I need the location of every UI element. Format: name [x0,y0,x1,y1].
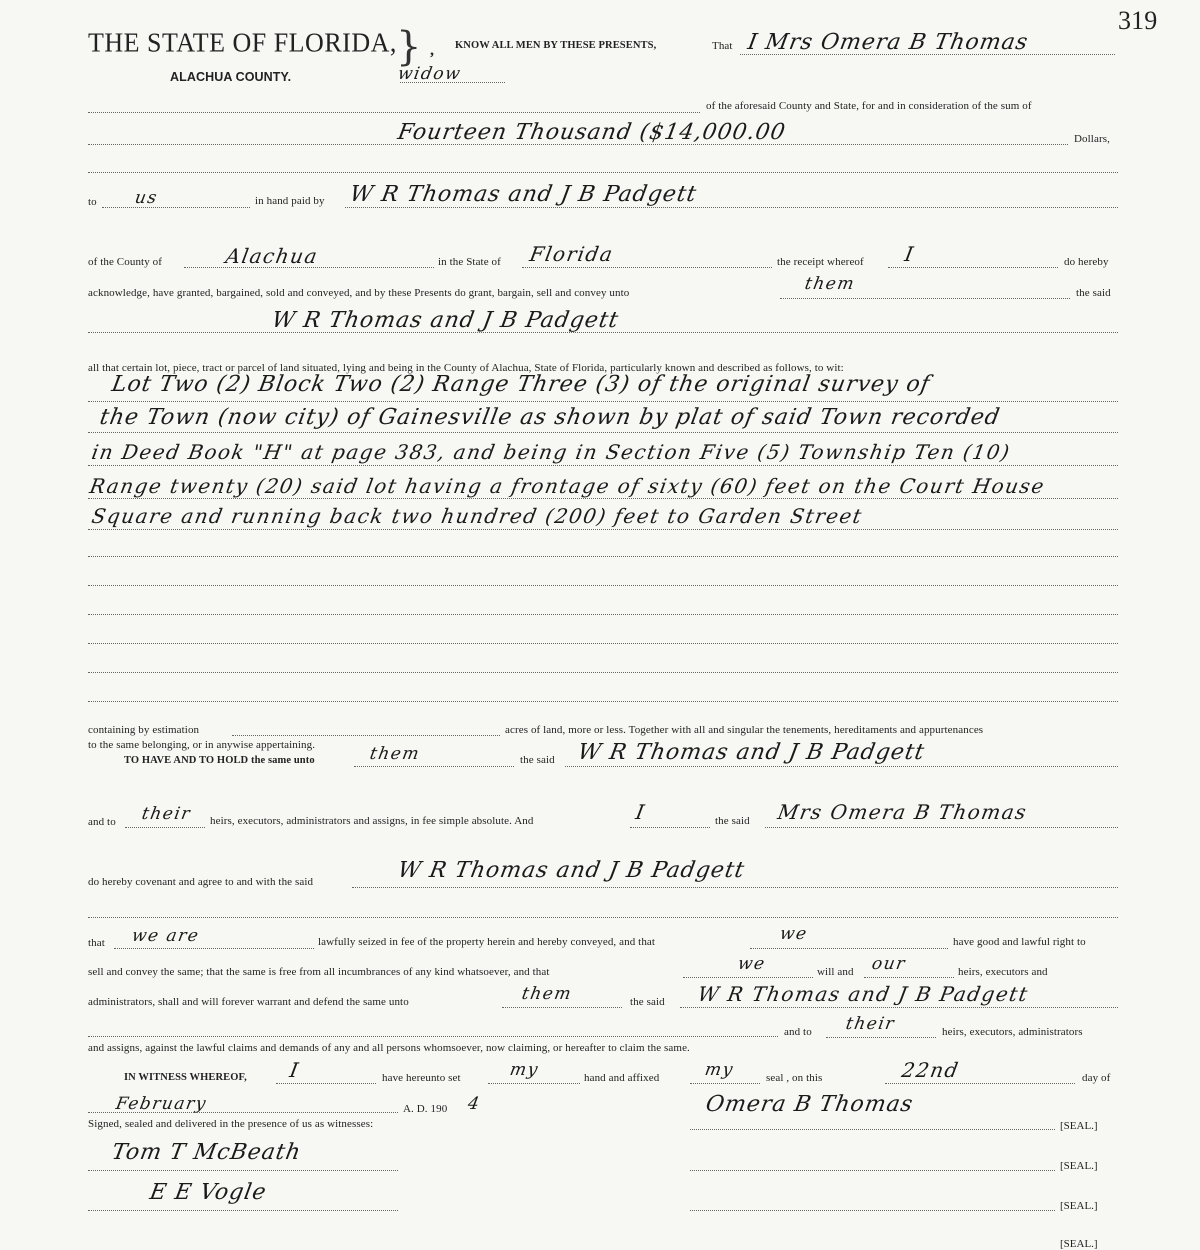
covenant-text: do hereby covenant and agree to and with the said [88,876,314,888]
witness-line [88,1210,398,1211]
and-said-value: Mrs Omera B Thomas [775,800,1030,824]
to-have-label: TO HAVE AND TO HOLD the same unto [124,755,315,766]
line [780,298,1070,299]
seal-3: [SEAL.] [1060,1200,1098,1212]
brace-icon: } [396,24,422,70]
receipt-value: I [902,242,917,266]
line [88,556,1118,557]
line [683,977,813,978]
description-line-4: Range twenty (20) said lot having a frontage of sixty (60) feet on the Court House [87,474,1048,498]
will-value: we [736,954,768,974]
line [888,267,1058,268]
to-value: us [133,188,160,208]
covenant-value: W R Thomas and J B Padgett [395,858,747,883]
will-and-value: our [870,954,908,974]
line [400,82,505,83]
line [125,827,205,828]
witness-2-signature: E E Vogle [147,1180,269,1205]
line [826,1037,936,1038]
line [522,267,772,268]
line [88,498,1118,499]
widow-note: widow [396,64,463,84]
line [740,54,1115,55]
heirs-exec-text: heirs, executors, administrators and assigns, in fee simple absolute. And [210,815,534,827]
line [352,887,1118,888]
seal-on-text: seal , on this [766,1072,823,1084]
grantor-signature: Omera B Thomas [703,1092,916,1117]
and-to-label: and to [88,816,116,828]
hand-affixed-text: hand and affixed [584,1072,660,1084]
receipt-label: the receipt whereof [777,256,864,268]
line [88,643,1118,644]
line [488,1083,580,1084]
defend-unto-value: them [520,984,574,1004]
ad-label: A. D. 190 [403,1103,448,1115]
hold-unto-value: them [368,744,422,764]
line [765,827,1118,828]
state-of-label: in the State of [438,256,501,268]
containing-label: containing by estimation [88,724,200,736]
that-label-2: that [88,937,105,949]
acknowledge-text: acknowledge, have granted, bargained, sold and conveyed, and by these Presents do grant, bargain, sell and convey unto [88,287,630,299]
hold-said-value: W R Thomas and J B Padgett [575,740,927,765]
description-line-1: Lot Two (2) Block Two (2) Range Three (3) of the original survey of [109,372,933,397]
the-said-3: the said [715,815,750,827]
line [88,1112,398,1113]
line [345,207,1118,208]
header-comma: , [430,42,435,59]
witness-1-signature: Tom T McBeath [109,1140,304,1165]
paid-by-value: W R Thomas and J B Padgett [347,182,699,207]
line [114,948,314,949]
and-assigns-text: and assigns, against the lawful claims and demands of any and all persons whomsoever, now claiming, or hereafter to claim the same. [88,1042,690,1054]
signature-line [690,1129,1055,1130]
signature-line [690,1210,1055,1211]
line [88,529,1118,530]
line [864,977,954,978]
have-good-text: have good and lawful right to [953,936,1086,948]
line [88,172,1118,173]
the-said-label: the said [1076,287,1111,299]
set-my-value: my [508,1060,541,1080]
line [88,112,700,113]
line [565,766,1118,767]
sum-words: Fourteen Thousand ($14,000.00 [395,120,788,145]
the-said-2: the said [520,754,555,766]
paid-by-label: in hand paid by [255,195,325,207]
line [88,672,1118,673]
acres-text: acres of land, more or less. Together with all and singular the tenements, hereditaments and appurtenances [505,724,984,736]
to-label: to [88,196,97,208]
line [88,585,1118,586]
line [885,1083,1075,1084]
line [88,701,1118,702]
line [88,1036,778,1037]
description-line-5: Square and running back two hundred (200) feet to Garden Street [89,504,865,528]
line [88,332,1118,333]
and-i-value: I [633,800,648,824]
line [680,1007,1118,1008]
state-value: Florida [527,242,616,266]
heirs-exec-3: heirs, executors, administrators [942,1026,1083,1038]
line [690,1083,760,1084]
line [354,766,514,767]
witness-i-value: I [287,1058,302,1082]
signed-sealed-text: Signed, sealed and delivered in the presence of us as witnesses: [88,1118,374,1130]
signature-line [690,1170,1055,1171]
grantor-name: I Mrs Omera B Thomas [745,30,1031,55]
state-title: THE STATE OF FLORIDA, [88,27,397,58]
and-to-value: their [140,804,193,824]
line [502,1007,622,1008]
county-title: ALACHUA COUNTY. [170,70,292,84]
and-to-2: and to [784,1026,812,1038]
county-value: Alachua [223,244,321,268]
page-number: 319 [1118,6,1158,35]
line [232,735,500,736]
line [88,144,1068,145]
line [276,1083,376,1084]
heirs-exec-2: heirs, executors and [958,966,1048,978]
sell-convey-text: sell and convey the same; that the same is free from all incumbrances of any kind whatsoever, and that [88,966,550,978]
affixed-my-value: my [703,1060,736,1080]
defend-said-value: W R Thomas and J B Padgett [695,982,1031,1006]
the-said-4: the said [630,996,665,1008]
aforesaid-text: of the aforesaid County and State, for and in consideration of the sum of [706,100,1032,112]
will-and-label: will and [817,966,854,978]
dollars-label: Dollars, [1074,133,1110,145]
line [88,401,1118,402]
witness-line [88,1170,398,1171]
do-hereby-label: do hereby [1064,256,1109,268]
line [184,267,434,268]
line [102,207,250,208]
administrators-text: administrators, shall and will forever warrant and defend the same unto [88,996,409,1008]
description-line-3: in Deed Book "H" at page 383, and being in Section Five (5) Township Ten (10) [89,440,1013,464]
unto-value: them [803,274,857,294]
and-to-their-value: their [844,1014,897,1034]
seal-1: [SEAL.] [1060,1120,1098,1132]
description-line-2: the Town (now city) of Gainesville as shown by plat of said Town recorded [97,405,1003,430]
know-all-men: KNOW ALL MEN BY THESE PRESENTS, [455,40,657,51]
seal-4: [SEAL.] [1060,1238,1098,1250]
grantees-value: W R Thomas and J B Padgett [269,308,621,333]
line [750,948,948,949]
line [88,614,1118,615]
seal-2: [SEAL.] [1060,1160,1098,1172]
that-value: we are [130,926,202,946]
day-value: 22nd [899,1058,962,1082]
line [630,827,710,828]
line [88,917,1118,918]
that-label: That [712,40,733,52]
lawfully-text: lawfully seized in fee of the property herein and hereby conveyed, and that [318,936,656,948]
county-of-label: of the County of [88,256,163,268]
to-same-text: to the same belonging, or in anywise appertaining. [88,739,316,751]
in-witness-label: IN WITNESS WHEREOF, [124,1072,247,1083]
all-that-certain: all that certain lot, piece, tract or parcel of land situated, lying and being in the County of Alachua, State of Florida, particularly known and described as follows, to wit: [88,362,844,374]
line [88,465,1118,466]
year-value: 4 [466,1094,483,1114]
day-of-label: day of [1082,1072,1111,1084]
and-that-value: we [778,924,810,944]
line [88,432,1118,433]
month-value: February [114,1094,209,1114]
have-hereunto-text: have hereunto set [382,1072,461,1084]
